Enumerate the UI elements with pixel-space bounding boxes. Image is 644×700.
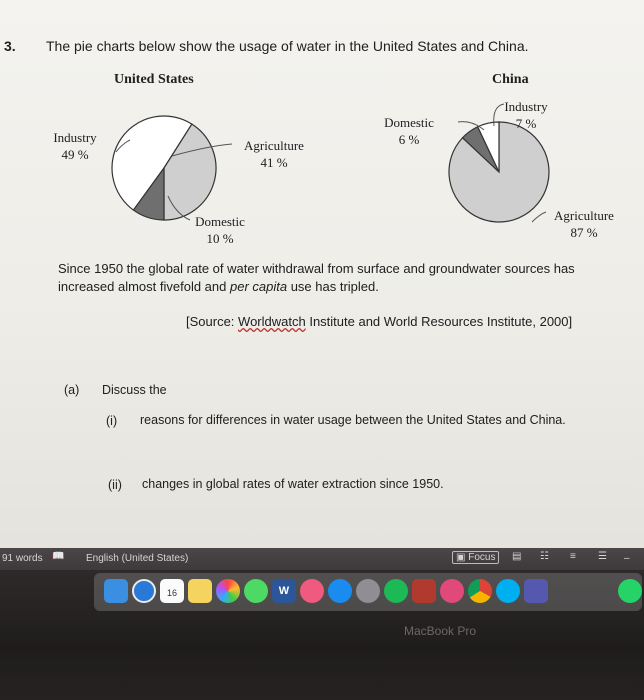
zoom-slider[interactable]: –	[624, 553, 630, 564]
label-domestic-us: Domestic 10 %	[195, 214, 245, 246]
word-count[interactable]: 91 words	[2, 553, 43, 564]
part-a-text: Discuss the	[102, 383, 167, 397]
spellcheck-word: Worldwatch	[238, 314, 306, 329]
word-status-bar	[0, 548, 644, 570]
leader-line-agriculture-china	[532, 212, 546, 222]
pie-china-slices	[449, 122, 549, 222]
chart-title-us: United States	[114, 72, 194, 87]
teams-icon[interactable]	[524, 579, 548, 603]
spotify-icon[interactable]	[384, 579, 408, 603]
itunes-icon[interactable]	[300, 579, 324, 603]
mail-icon[interactable]	[440, 579, 464, 603]
outline-icon[interactable]: ≡	[570, 551, 576, 562]
label-agriculture-china: Agriculture 87 %	[554, 208, 614, 240]
mac-dock	[94, 573, 642, 611]
calendar-icon[interactable]: 16	[160, 579, 184, 603]
language-status[interactable]: English (United States)	[86, 553, 189, 564]
pie-us-slices	[112, 116, 216, 220]
source-citation: [Source: Worldwatch Institute and World Resources Institute, 2000]	[186, 314, 573, 329]
safari-icon[interactable]	[132, 579, 156, 603]
label-industry-us: Industry 49 %	[53, 130, 97, 162]
notes-icon[interactable]	[188, 579, 212, 603]
dictionary-icon[interactable]	[412, 579, 436, 603]
part-i-text: reasons for differences in water usage between the United States and China.	[140, 413, 566, 427]
focus-button[interactable]: ▣ Focus	[452, 551, 499, 564]
question-prompt: The pie charts below show the usage of water in the United States and China.	[46, 38, 529, 54]
skype-icon[interactable]	[496, 579, 520, 603]
laptop-brand-label: MacBook Pro	[404, 624, 477, 638]
label-domestic-china: Domestic 6 %	[384, 115, 434, 147]
appstore-icon[interactable]	[328, 579, 352, 603]
proofing-icon[interactable]: 📖	[52, 551, 65, 562]
part-ii-text: changes in global rates of water extraction since 1950.	[142, 477, 444, 491]
draft-icon[interactable]: ☰	[598, 551, 607, 562]
print-layout-icon[interactable]: ▤	[512, 551, 522, 562]
whatsapp-icon[interactable]	[618, 579, 642, 603]
messages-icon[interactable]	[244, 579, 268, 603]
part-i-label: (i)	[106, 414, 118, 428]
chart-title-china: China	[492, 72, 529, 87]
part-ii-label: (ii)	[108, 478, 122, 492]
question-number: 3.	[4, 38, 16, 54]
web-layout-icon[interactable]: ☷	[540, 551, 549, 562]
chrome-icon[interactable]	[468, 579, 492, 603]
label-agriculture-us: Agriculture 41 %	[244, 138, 304, 170]
body-paragraph: Since 1950 the global rate of water withdrawal from surface and groundwater sources has increased almost fivefold and per capita use has tripled.	[58, 261, 575, 294]
word-icon[interactable]: W	[272, 579, 296, 603]
part-a-label: (a)	[64, 383, 80, 397]
preferences-icon[interactable]	[356, 579, 380, 603]
photos-icon[interactable]	[216, 579, 240, 603]
label-industry-china: Industry 7 %	[504, 99, 548, 131]
finder-icon[interactable]	[104, 579, 128, 603]
